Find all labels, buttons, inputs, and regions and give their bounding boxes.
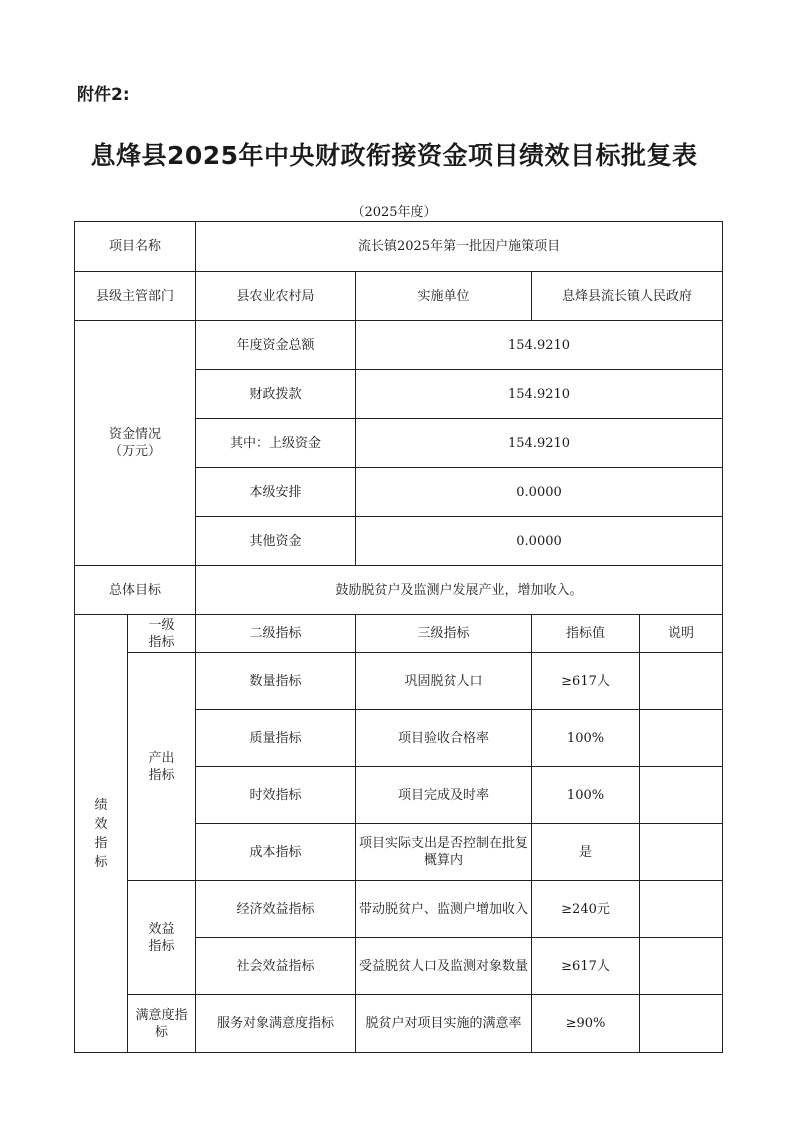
level3-cell: 项目验收合格率 xyxy=(356,710,532,767)
benefit-label: 效益指标 xyxy=(128,881,196,995)
fund-item-value: 154.9210 xyxy=(356,370,723,419)
fund-item-value: 0.0000 xyxy=(356,468,723,517)
attachment-label: 附件2: xyxy=(77,85,130,105)
impl-value: 息烽县流长镇人民政府 xyxy=(532,272,723,321)
level2-cell: 时效指标 xyxy=(196,767,356,824)
fund-item-value: 0.0000 xyxy=(356,517,723,566)
performance-label: 绩效指标 xyxy=(75,615,128,1053)
goal-row xyxy=(75,566,723,615)
impl-label: 实施单位 xyxy=(356,272,532,321)
indicator-header-row xyxy=(75,615,723,653)
note-cell xyxy=(640,710,723,767)
goal-value: 鼓励脱贫户及监测户发展产业，增加收入。 xyxy=(196,566,723,615)
page-title: 息烽县2025年中央财政衔接资金项目绩效目标批复表 xyxy=(90,141,698,170)
indicator-row xyxy=(75,653,723,710)
approval-table xyxy=(74,221,723,1053)
funds-unit: （万元） xyxy=(109,444,162,459)
note-cell xyxy=(640,824,723,881)
header-level1: 一级指标 xyxy=(128,615,196,653)
level2-cell: 服务对象满意度指标 xyxy=(196,995,356,1053)
fund-item-label: 其中：上级资金 xyxy=(196,419,356,468)
department-row xyxy=(75,272,723,321)
level3-cell: 项目实际支出是否控制在批复概算内 xyxy=(356,824,532,881)
project-name-row xyxy=(75,222,723,272)
level2-cell: 质量指标 xyxy=(196,710,356,767)
header-value: 指标值 xyxy=(532,615,640,653)
level3-cell: 带动脱贫户、监测户增加收入 xyxy=(356,881,532,938)
header-level3: 三级指标 xyxy=(356,615,532,653)
note-cell xyxy=(640,881,723,938)
value-cell: ≥617人 xyxy=(532,938,640,995)
value-cell: ≥90% xyxy=(532,995,640,1053)
output-label: 产出指标 xyxy=(128,653,196,881)
level2-cell: 成本指标 xyxy=(196,824,356,881)
value-cell: 100% xyxy=(532,767,640,824)
level3-cell: 项目完成及时率 xyxy=(356,767,532,824)
level2-cell: 经济效益指标 xyxy=(196,881,356,938)
header-level2: 二级指标 xyxy=(196,615,356,653)
header-note: 说明 xyxy=(640,615,723,653)
funds-label-cell xyxy=(75,321,196,566)
fund-item-label: 其他资金 xyxy=(196,517,356,566)
level2-cell: 数量指标 xyxy=(196,653,356,710)
value-cell: ≥240元 xyxy=(532,881,640,938)
dept-label: 县级主管部门 xyxy=(75,272,196,321)
project-name-label: 项目名称 xyxy=(75,222,196,272)
dept-value: 县农业农村局 xyxy=(196,272,356,321)
level3-cell: 脱贫户对项目实施的满意率 xyxy=(356,995,532,1053)
fund-item-label: 年度资金总额 xyxy=(196,321,356,370)
year-note: （2025年度） xyxy=(351,205,437,220)
project-name-value: 流长镇2025年第一批因户施策项目 xyxy=(196,222,723,272)
fund-item-label: 财政拨款 xyxy=(196,370,356,419)
note-cell xyxy=(640,995,723,1053)
fund-item-value: 154.9210 xyxy=(356,321,723,370)
indicator-row xyxy=(75,881,723,938)
level3-cell: 受益脱贫人口及监测对象数量 xyxy=(356,938,532,995)
note-cell xyxy=(640,653,723,710)
level2-cell: 社会效益指标 xyxy=(196,938,356,995)
value-cell: 是 xyxy=(532,824,640,881)
value-cell: ≥617人 xyxy=(532,653,640,710)
goal-label: 总体目标 xyxy=(75,566,196,615)
fund-item-label: 本级安排 xyxy=(196,468,356,517)
satisfaction-label: 满意度指标 xyxy=(128,995,196,1053)
fund-item-value: 154.9210 xyxy=(356,419,723,468)
funds-label: 资金情况 xyxy=(109,427,162,442)
note-cell xyxy=(640,767,723,824)
indicator-row xyxy=(75,995,723,1053)
value-cell: 100% xyxy=(532,710,640,767)
level3-cell: 巩固脱贫人口 xyxy=(356,653,532,710)
funds-row xyxy=(75,321,723,370)
note-cell xyxy=(640,938,723,995)
